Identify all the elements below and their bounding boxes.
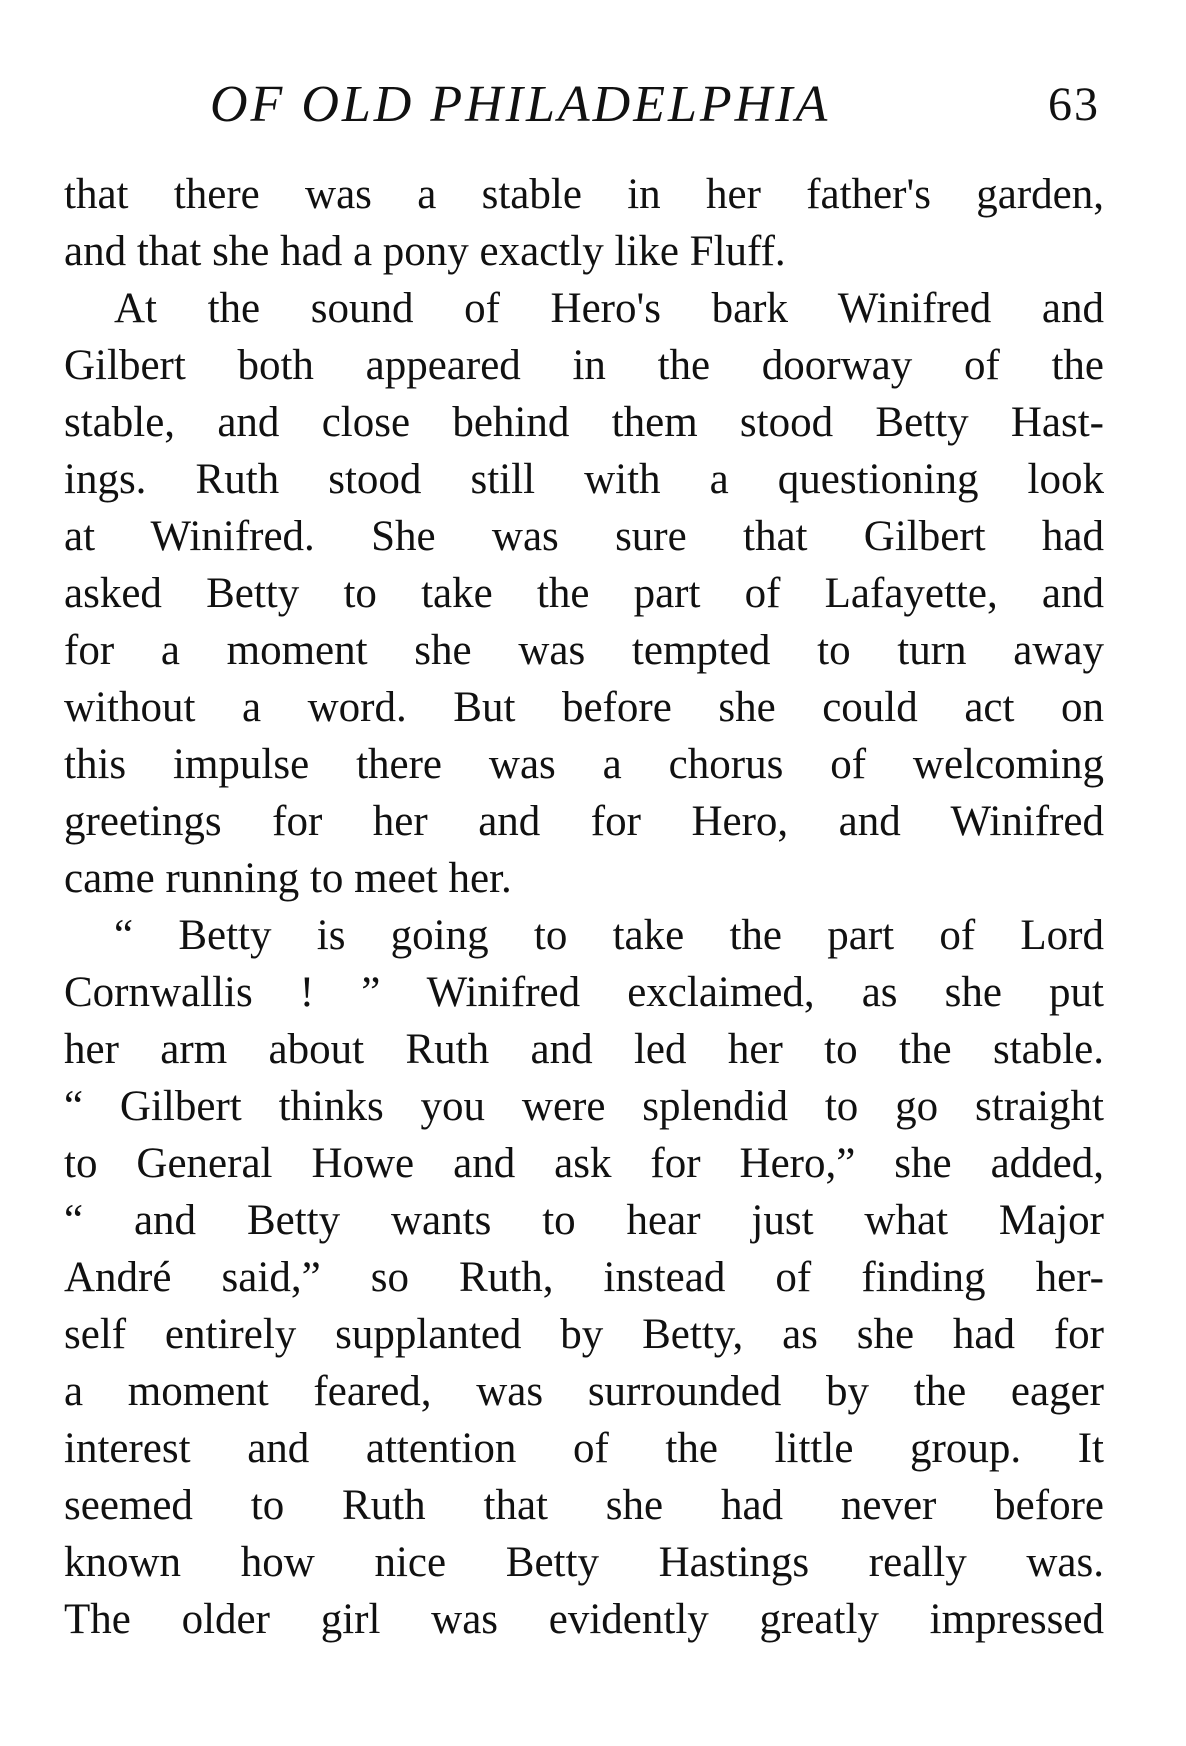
running-head	[200, 70, 1100, 140]
text-line: At the sound of Hero's bark Winifred and	[114, 285, 1104, 332]
text-line: came running to meet her.	[64, 855, 512, 902]
text-line: to General Howe and ask for Hero,” she added,	[64, 1140, 1104, 1187]
text-line: known how nice Betty Hastings really was.	[64, 1539, 1104, 1586]
text-line: “ Betty is going to take the part of Lord	[114, 912, 1104, 959]
text-line: a moment feared, was surrounded by the eager	[64, 1368, 1104, 1415]
text-line: for a moment she was tempted to turn away	[64, 627, 1104, 674]
running-title: OF OLD PHILADELPHIA	[210, 76, 831, 133]
text-line: her arm about Ruth and led her to the stable.	[64, 1026, 1104, 1073]
page-number: 63	[1048, 78, 1100, 131]
text-line: this impulse there was a chorus of welcoming	[64, 741, 1104, 788]
text-line: at Winifred. She was sure that Gilbert had	[64, 513, 1104, 560]
text-line: The older girl was evidently greatly impressed	[64, 1596, 1104, 1643]
text-line: and that she had a pony exactly like Fluff.	[64, 228, 786, 275]
text-line: self entirely supplanted by Betty, as she had for	[64, 1311, 1104, 1358]
text-line: greetings for her and for Hero, and Winifred	[64, 798, 1104, 845]
text-line: Gilbert both appeared in the doorway of the	[64, 342, 1104, 389]
body-text	[64, 166, 1104, 1648]
text-line: seemed to Ruth that she had never before	[64, 1482, 1104, 1529]
text-line: without a word. But before she could act on	[64, 684, 1104, 731]
text-line: André said,” so Ruth, instead of finding her-	[64, 1254, 1104, 1301]
text-line: asked Betty to take the part of Lafayette, and	[64, 570, 1104, 617]
text-line: ings. Ruth stood still with a questioning look	[64, 456, 1104, 503]
text-line: “ Gilbert thinks you were splendid to go straight	[64, 1083, 1104, 1130]
text-line: interest and attention of the little group. It	[64, 1425, 1104, 1472]
text-line: stable, and close behind them stood Betty Hast-	[64, 399, 1104, 446]
text-line: that there was a stable in her father's garden,	[64, 171, 1104, 218]
text-line: Cornwallis ! ” Winifred exclaimed, as she put	[64, 969, 1104, 1016]
text-line: “ and Betty wants to hear just what Major	[64, 1197, 1104, 1244]
